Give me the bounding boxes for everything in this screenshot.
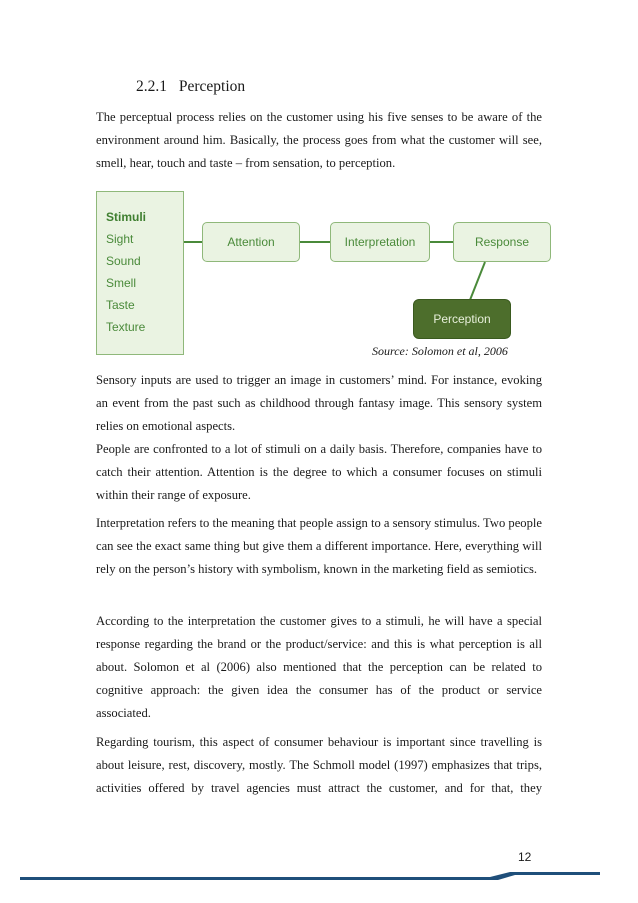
section-heading <box>136 78 245 96</box>
footer-stripe <box>20 872 600 880</box>
connector-response-perception <box>460 260 500 302</box>
footer-rule <box>20 870 600 882</box>
body-paragraph: People are confronted to a lot of stimuli on a daily basis. Therefore, companies have to catch their attention. Attention is the degree to which a consumer focuses on stimuli within their range of exposure. <box>96 442 542 502</box>
section-number: 2.2.1 <box>136 78 167 95</box>
stimuli-box <box>96 191 184 355</box>
connector-attention-interpretation <box>300 241 330 243</box>
body-paragraph: Interpretation refers to the meaning that people assign to a sensory stimulus. Two people can see the exact same thing but give them a different importance. Here, everything will rely on the person’s history with symbolism, known in the marketing field as semiotics. <box>96 516 542 576</box>
figure-source: Source: Solomon et al, 2006 <box>372 344 508 358</box>
connector-interpretation-response <box>430 241 453 243</box>
attention-node: Attention <box>202 222 300 262</box>
interpretation-node: Interpretation <box>330 222 430 262</box>
page-number: 12 <box>518 850 532 864</box>
body-paragraph: According to the interpretation the customer gives to a stimuli, he will have a special response regarding the brand or the product/service: and this is what perception is all about. Solomon et al (2006) also mentioned that the perception can be related to cognitive approach: the given idea the consumer has of the product or service associated. <box>96 614 542 720</box>
body-paragraph: Regarding tourism, this aspect of consumer behaviour is important since travelling is about leisure, rest, discovery, mostly. The Schmoll model (1997) emphasizes that trips, activities offered by travel agencies must attract the customer, and for that, they <box>96 735 542 795</box>
connector-stimuli-attention <box>184 241 202 243</box>
stimuli-title: Stimuli <box>106 210 147 224</box>
section-title: Perception <box>178 78 246 95</box>
body-paragraph: Sensory inputs are used to trigger an image in customers’ mind. For instance, evoking an event from the past such as childhood through fantasy image. This sensory system relies on emotional aspects. <box>96 373 542 433</box>
connector-line <box>470 262 485 300</box>
response-node: Response <box>453 222 551 262</box>
stimuli-item: Sight <box>106 232 134 246</box>
stimuli-item: Texture <box>106 320 146 334</box>
perception-node: Perception <box>413 299 511 339</box>
stimuli-item: Smell <box>106 276 137 290</box>
stimuli-item: Taste <box>106 298 135 312</box>
stimuli-item: Sound <box>106 254 141 268</box>
intro-paragraph: The perceptual process relies on the customer using his five senses to be aware of the environment around him. Basically, the process goes from what the customer will see, smell, hear, touch and taste – from sensation, to perception. <box>96 110 542 170</box>
